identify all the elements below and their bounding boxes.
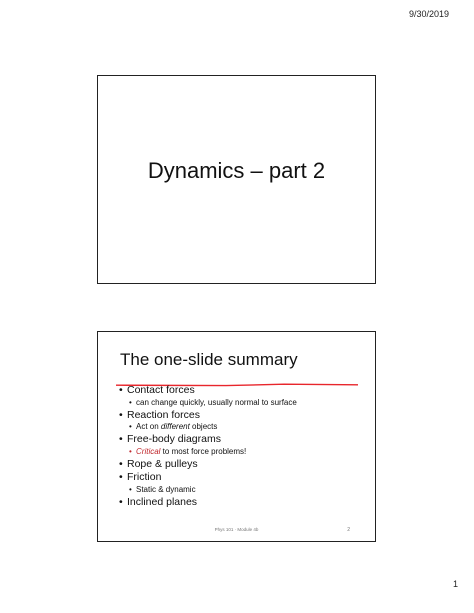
bullet-item: • Contact forces — [119, 384, 195, 396]
slide-title: The one-slide summary — [120, 350, 298, 369]
slide-1 — [97, 75, 376, 284]
slide-title: Dynamics – part 2 — [147, 158, 326, 183]
slide-2 — [97, 331, 376, 542]
bullet-item: • Friction — [119, 470, 162, 483]
sub-bullet-item: • Critical to most force problems! — [129, 447, 247, 457]
bullet-list — [119, 384, 365, 508]
bullet-item: • Inclined planes — [119, 495, 198, 508]
slide-footer: Phys 101 · Module 4b — [214, 527, 259, 532]
bullet-item: • Free-body diagrams — [119, 433, 221, 446]
header-date: 9/30/2019 — [408, 9, 449, 19]
sub-bullet-item: • Act on different objects — [129, 422, 218, 432]
bullet-item: • Reaction forces — [119, 408, 200, 421]
slide-number: 2 — [347, 527, 350, 533]
sub-bullet-item: • Static & dynamic — [129, 484, 196, 494]
bullet-item: • Rope & pulleys — [119, 458, 198, 471]
sub-bullet-item: • can change quickly, usually normal to surface — [129, 397, 297, 407]
page-number: 1 — [452, 579, 458, 589]
